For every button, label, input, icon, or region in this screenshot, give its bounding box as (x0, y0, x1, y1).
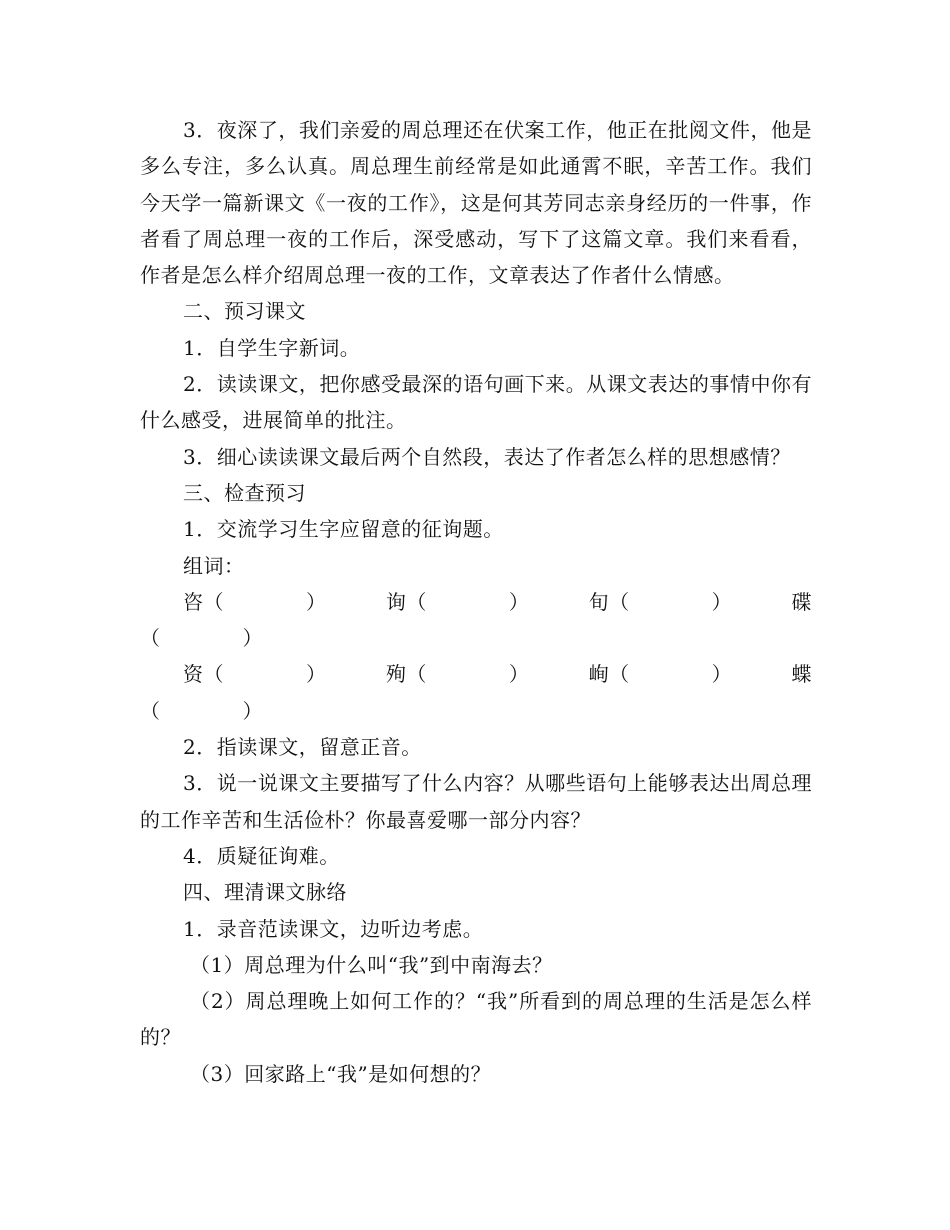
word-item: 旬（ ） (588, 589, 733, 614)
paragraph-preview-2: 2．读读课文，把你感受最深的语句画下来。从课文表达的事情中你有什么感受，进展简单的批注。 (140, 372, 812, 433)
document-body (140, 112, 812, 1092)
paragraph-intro: 3．夜深了，我们亲爱的周总理还在伏案工作，他正在批阅文件，他是多么专注，多么认真。周总理生前经常是如此通霄不眠，辛苦工作。我们今天学一篇新课文《一夜的工作》，这是何其芳同志亲身经历的一件事，作者看了周总理一夜的工作后，深受感动，写下了这篇文章。我们来看看，作者是怎么样介绍周总理一夜的工作，文章表达了作者什么情感。 (140, 118, 812, 288)
word-item: 咨（ ） (183, 589, 327, 614)
question-1: （1）周总理为什么叫“我”到中南海去？ (190, 952, 553, 977)
heading-preview: 二、预习课文 (183, 299, 306, 324)
paragraph-check-3: 3．说一说课文主要描写了什么内容？从哪些语句上能够表达出周总理的工作辛苦和生活俭朴？你最喜爱哪一部分内容？ (140, 771, 812, 832)
word-row-1-continued: （ ） (140, 626, 263, 651)
word-row-2 (140, 656, 812, 692)
word-item: 蝶 (791, 662, 812, 687)
question-2: （2）周总理晚上如何工作的？“我”所看到的周总理的生活是怎么样的？ (140, 989, 812, 1050)
word-item: 碟 (791, 589, 812, 614)
heading-check: 三、检查预习 (183, 480, 306, 505)
label-zuci: 组词： (183, 553, 245, 578)
word-item: 殉（ ） (385, 662, 530, 687)
word-row-1 (140, 584, 812, 620)
heading-structure: 四、理清课文脉络 (183, 880, 347, 905)
paragraph-check-4: 4．质疑征询难。 (183, 843, 340, 868)
word-item: 峋（ ） (588, 662, 733, 687)
question-3: （3）回家路上“我”是如何想的？ (190, 1061, 492, 1086)
paragraph-structure-1: 1．录音范读课文，边听边考虑。 (183, 916, 484, 941)
word-item: 询（ ） (385, 589, 530, 614)
word-item: 资（ ） (183, 662, 327, 687)
word-row-2-continued: （ ） (140, 698, 263, 723)
paragraph-check-2: 2．指读课文，留意正音。 (183, 735, 422, 760)
paragraph-check-1: 1．交流学习生字应留意的征询题。 (183, 517, 504, 542)
paragraph-preview-1: 1．自学生字新词。 (183, 335, 361, 360)
paragraph-preview-3: 3．细心读读课文最后两个自然段，表达了作者怎么样的思想感情？ (183, 444, 791, 469)
